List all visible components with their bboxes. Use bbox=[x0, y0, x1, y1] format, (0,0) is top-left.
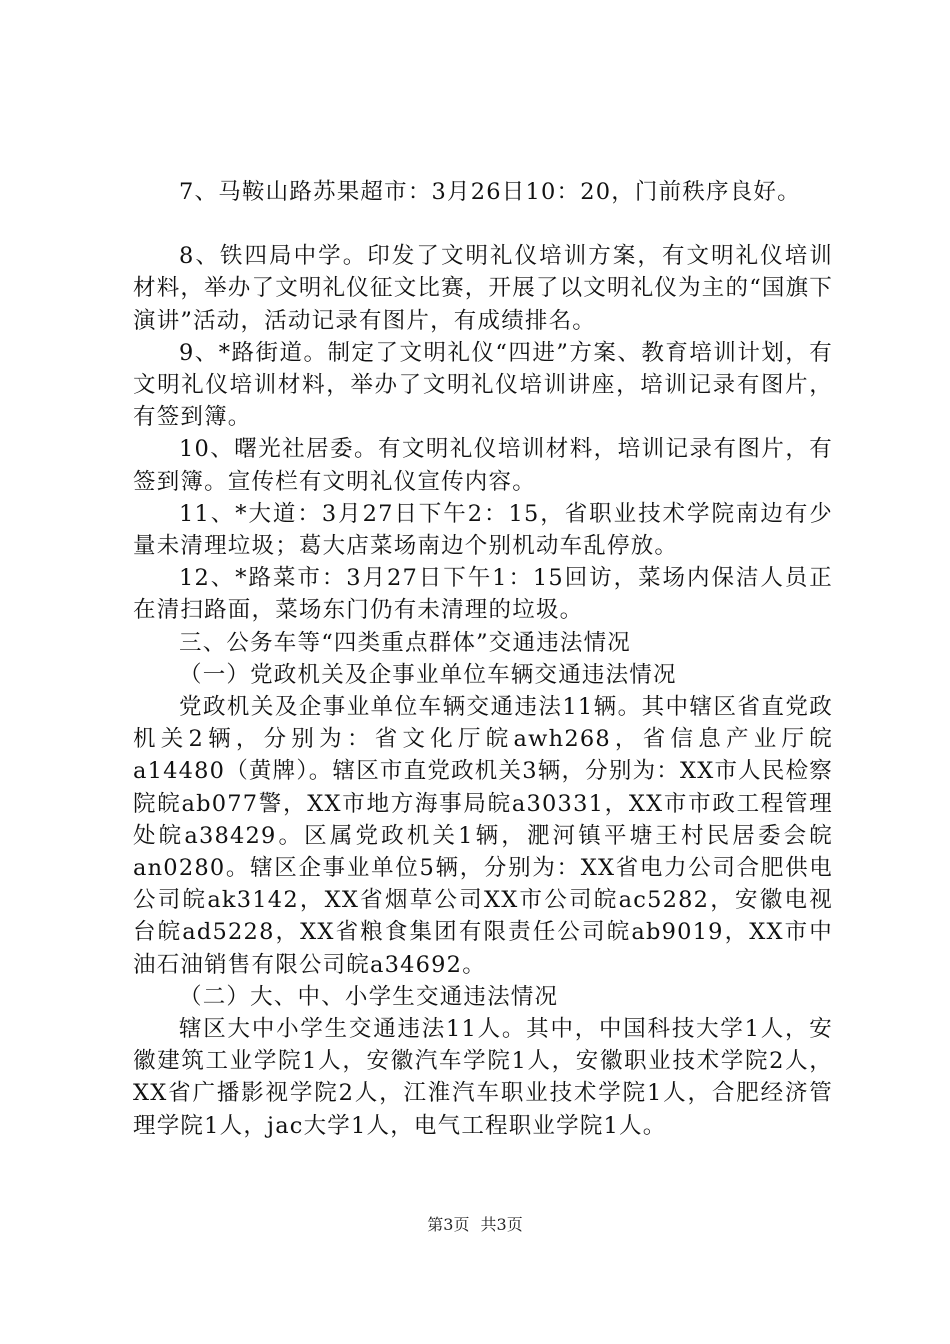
paragraph-item-9: 9、*路街道。制定了文明礼仪“四进”方案、教育培训计划，有文明礼仪培训材料，举办了文明礼仪培训讲座，培训记录有图片，有签到簿。 bbox=[133, 339, 833, 431]
page-total: 共3页 bbox=[480, 1215, 523, 1234]
paragraph-vehicles: 党政机关及企事业单位车辆交通违法11辆。其中辖区省直党政机关2辆，分别为：省文化厅皖awh268，省信息产业厅皖a14480（黄牌）。辖区市直党政机关3辆，分别为：XX市人民检察院皖ab077警，XX市地方海事局皖a30331，XX市市政工程管理处皖a38429。区属党政机关1辆，淝河镇平塘王村民居委会皖an0280。辖区企事业单位5辆，分别为：XX省电力公司合肥供电公司皖ak3142，XX省烟草公司XX市公司皖ac5282，安徽电视台皖ad5228，XX省粮食集团有限责任公司皖ab9019，XX市中油石油销售有限公司皖a34692。 bbox=[133, 694, 833, 978]
paragraph-students: 辖区大中小学生交通违法11人。其中，中国科技大学1人，安徽建筑工业学院1人，安徽汽车学院1人，安徽职业技术学院2人，XX省广播影视学院2人，江淮汽车职业技术学院1人，合肥经济管理学院1人，jac大学1人，电气工程职业学院1人。 bbox=[133, 1016, 833, 1139]
paragraph-item-7: 7、马鞍山路苏果超市：3月26日10：20，门前秩序良好。 bbox=[179, 179, 801, 205]
paragraph-item-10: 10、曙光社居委。有文明礼仪培训材料，培训记录有图片，有签到簿。宣传栏有文明礼仪宣传内容。 bbox=[133, 436, 833, 495]
paragraph-item-8: 8、铁四局中学。印发了文明礼仪培训方案，有文明礼仪培训材料，举办了文明礼仪征文比赛，开展了以文明礼仪为主的“国旗下演讲”活动，活动记录有图片，有成绩排名。 bbox=[133, 243, 834, 334]
paragraph-item-12: 12、*路菜市：3月27日下午1：15回访，菜场内保洁人员正在清扫路面，菜场东门仍有未清理的垃圾。 bbox=[133, 565, 833, 624]
page-footer bbox=[0, 1212, 950, 1235]
subsection-heading-1: （一）党政机关及企事业单位车辆交通违法情况 bbox=[179, 661, 677, 688]
page-number: 第3页 bbox=[427, 1215, 470, 1234]
section-heading-3: 三、公务车等“四类重点群体”交通违法情况 bbox=[179, 629, 632, 656]
document-body bbox=[133, 176, 833, 1142]
subsection-heading-2: （二）大、中、小学生交通违法情况 bbox=[179, 983, 559, 1010]
paragraph-item-11: 11、*大道：3月27日下午2：15，省职业技术学院南边有少量未清理垃圾；葛大店菜场南边个别机动车乱停放。 bbox=[133, 500, 833, 560]
